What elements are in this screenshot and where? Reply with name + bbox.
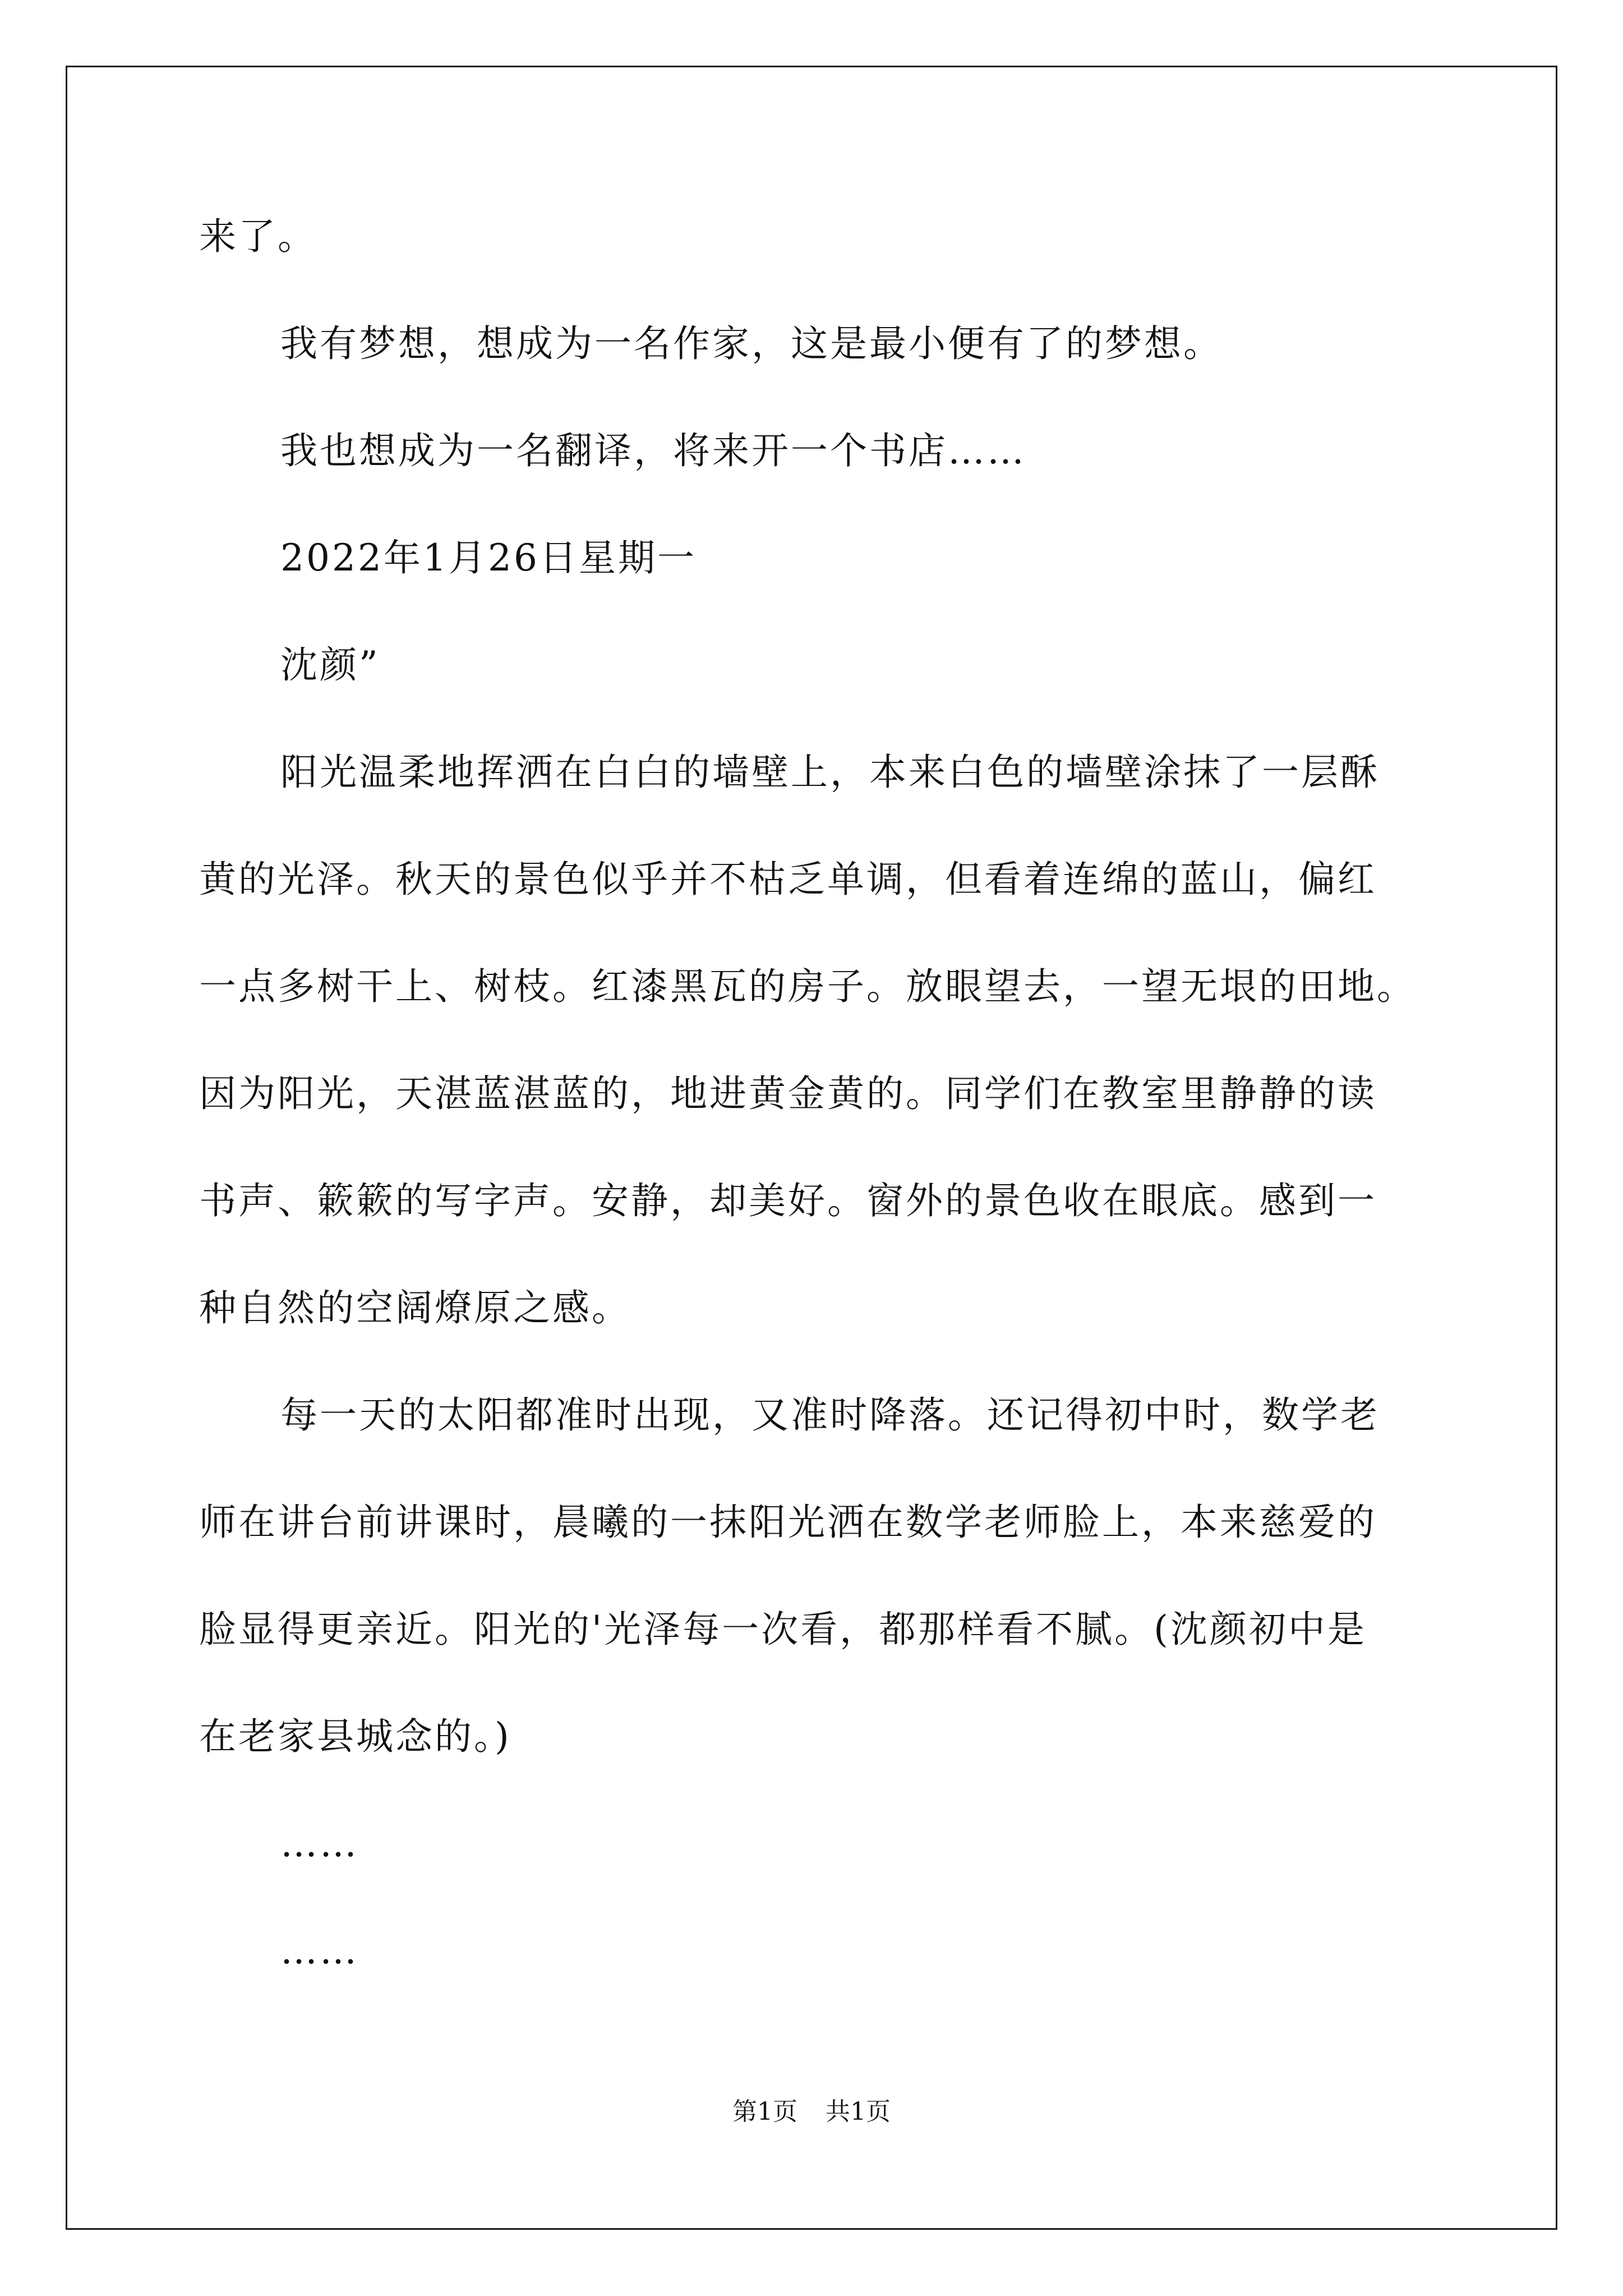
page-border — [66, 66, 1557, 2230]
paragraph-first-line: 每一天的太阳都准时出现，又准时降落。还记得初中时，数学老 — [280, 1393, 1380, 1437]
paragraph-first-line: 我有梦想，想成为一名作家，这是最小便有了的梦想。 — [280, 322, 1223, 365]
date-line: 2022年1月26日星期一 — [280, 536, 697, 579]
text-line: 黄的光泽。秋天的景色似乎并不枯乏单调，但看着连绵的蓝山，偏红 — [199, 858, 1377, 901]
paragraph-first-line: 我也想成为一名翻译，将来开一个书店…… — [280, 429, 1026, 472]
text-line: 来了。 — [199, 215, 317, 258]
text-line: 种自然的空阔燎原之感。 — [199, 1286, 631, 1329]
text-line: 一点多树干上、树枝。红漆黑瓦的房子。放眼望去，一望无垠的田地。 — [199, 965, 1416, 1008]
ellipsis-line: …… — [280, 1929, 359, 1972]
author-line: 沈颜” — [280, 643, 380, 687]
ellipsis-line: …… — [280, 1822, 359, 1865]
page-number-current: 第1页 — [732, 2097, 797, 2126]
text-line: 在老家县城念的。) — [199, 1715, 511, 1758]
page-number-total: 共1页 — [826, 2097, 891, 2126]
text-line: 书声、簌簌的写字声。安静，却美好。窗外的景色收在眼底。感到一 — [199, 1179, 1377, 1222]
text-line: 因为阳光，天湛蓝湛蓝的，地进黄金黄的。同学们在教室里静静的读 — [199, 1072, 1377, 1115]
page-footer — [0, 2095, 1623, 2129]
text-line: 师在讲台前讲课时，晨曦的一抹阳光洒在数学老师脸上，本来慈爱的 — [199, 1501, 1377, 1544]
text-line: 脸显得更亲近。阳光的'光泽每一次看，都那样看不腻。(沈颜初中是 — [199, 1608, 1367, 1651]
paragraph-first-line: 阳光温柔地挥洒在白白的墙壁上，本来白色的墙壁涂抹了一层酥 — [280, 751, 1380, 794]
